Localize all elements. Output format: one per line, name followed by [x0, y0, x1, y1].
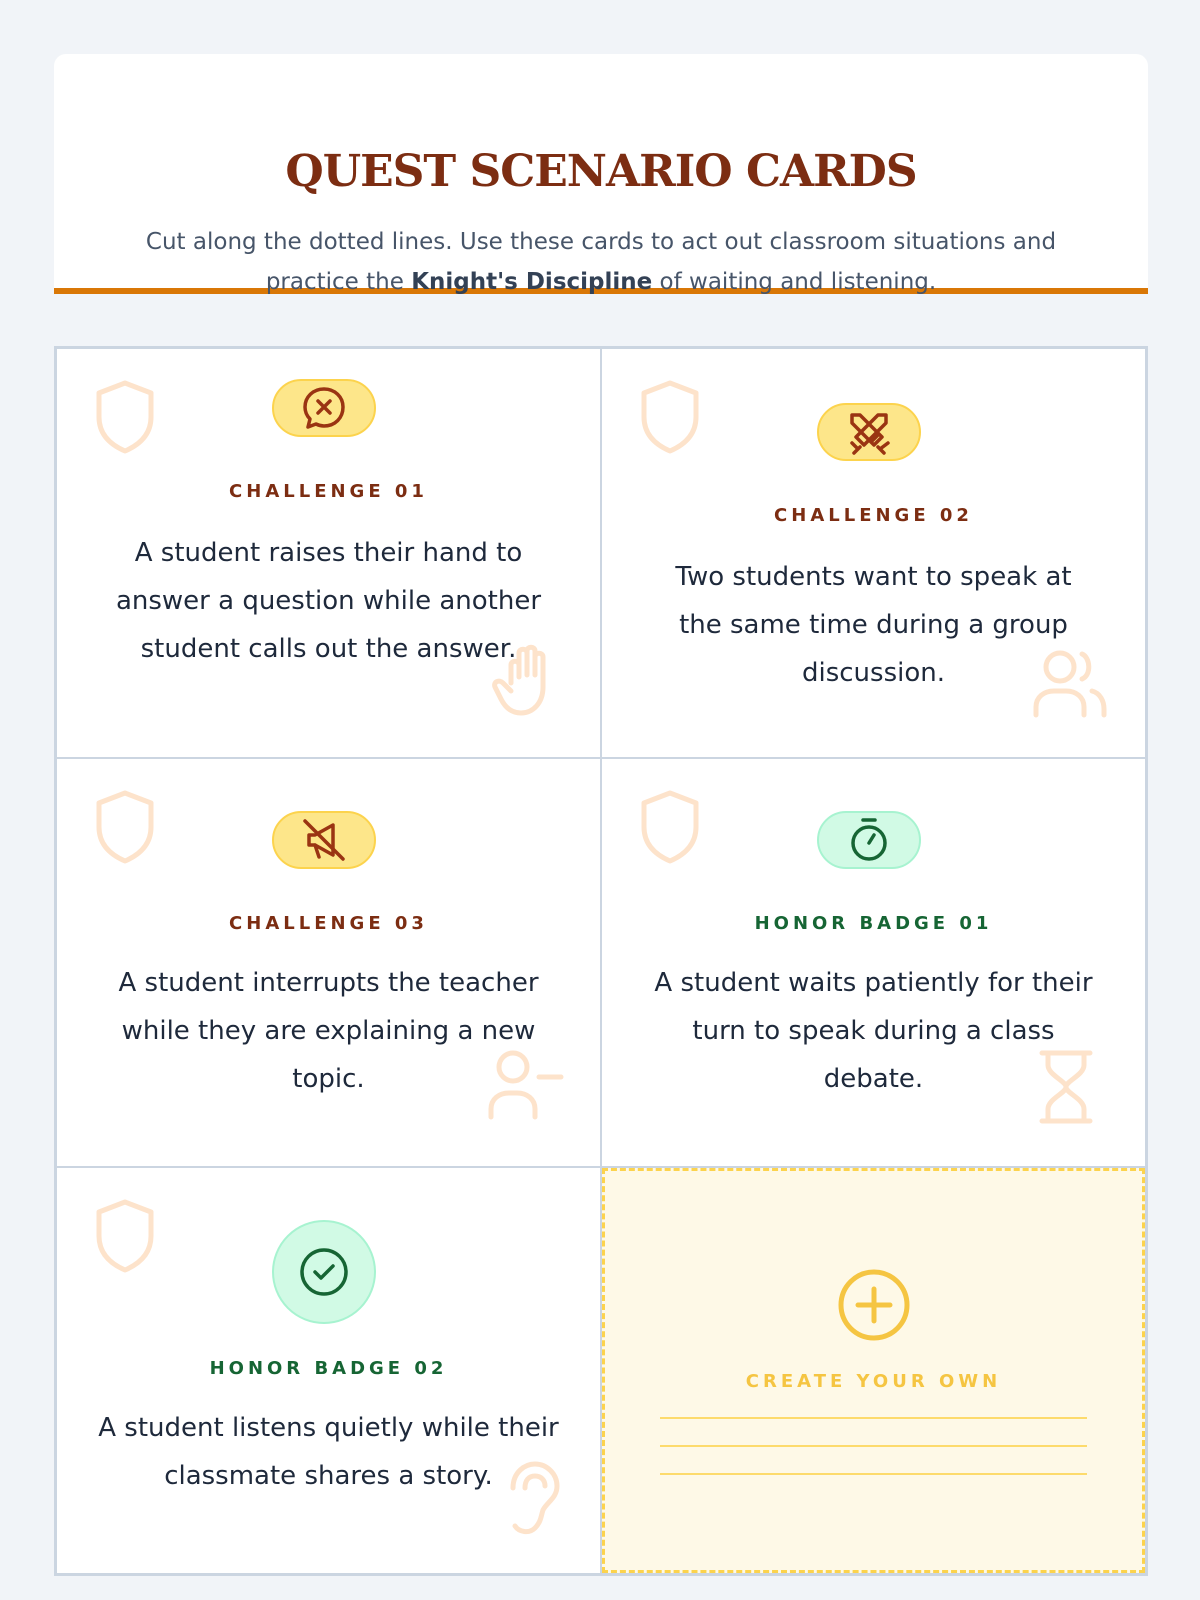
- card-label: CHALLENGE 03: [229, 913, 428, 934]
- card-label: CREATE YOUR OWN: [745, 1371, 1002, 1392]
- page-title: QUEST SCENARIO CARDS: [285, 146, 917, 197]
- card-label: CHALLENGE 02: [774, 505, 973, 526]
- shield-icon: [638, 379, 702, 455]
- person-minus-icon: [487, 1047, 567, 1127]
- subtitle-emphasis: Knight's Discipline: [411, 269, 653, 295]
- raised-hand-icon: [487, 639, 567, 719]
- shield-icon: [93, 789, 157, 865]
- card-text: Two students want to speak at the same time during a group discussion.: [675, 562, 1072, 688]
- crossed-swords-icon: [817, 403, 921, 461]
- scenario-card-challenge-03: [57, 759, 600, 1166]
- page-subtitle: [114, 222, 1088, 302]
- write-line[interactable]: [660, 1473, 1087, 1475]
- card-text: A student raises their hand to answer a question while another student calls out the answer.: [115, 538, 542, 664]
- scenario-card-honor-02: [57, 1168, 600, 1573]
- card-text: A student interrupts the teacher while they are explaining a new topic.: [118, 968, 539, 1094]
- scenario-card-challenge-02: [602, 349, 1145, 757]
- write-line[interactable]: [660, 1417, 1087, 1419]
- two-people-icon: [1030, 645, 1110, 725]
- card-label: HONOR BADGE 01: [754, 913, 993, 934]
- card-label: CHALLENGE 01: [229, 481, 428, 502]
- check-circle-icon: [272, 1220, 376, 1324]
- shield-icon: [93, 379, 157, 455]
- scenario-card-create-your-own[interactable]: [602, 1168, 1145, 1573]
- card-label: HONOR BADGE 02: [209, 1358, 448, 1379]
- card-text: A student listens quietly while their classmate shares a story.: [98, 1413, 559, 1491]
- stopwatch-icon: [817, 811, 921, 869]
- speech-x-icon: [272, 379, 376, 437]
- ear-icon: [495, 1458, 575, 1538]
- shield-icon: [93, 1198, 157, 1274]
- card-grid: [54, 346, 1148, 1576]
- page-header: [54, 54, 1148, 294]
- shield-icon: [638, 789, 702, 865]
- hourglass-icon: [1028, 1047, 1108, 1127]
- muted-megaphone-icon: [272, 811, 376, 869]
- write-line[interactable]: [660, 1445, 1087, 1447]
- card-text: A student waits patiently for their turn to speak during a class debate.: [654, 968, 1093, 1094]
- subtitle-text: Cut along the dotted lines. Use these cards to act out classroom situations and practice the: [145, 229, 1057, 295]
- subtitle-text-end: of waiting and listening.: [652, 269, 937, 295]
- scenario-card-honor-01: [602, 759, 1145, 1166]
- plus-circle-icon: [836, 1267, 912, 1343]
- scenario-card-challenge-01: [57, 349, 600, 757]
